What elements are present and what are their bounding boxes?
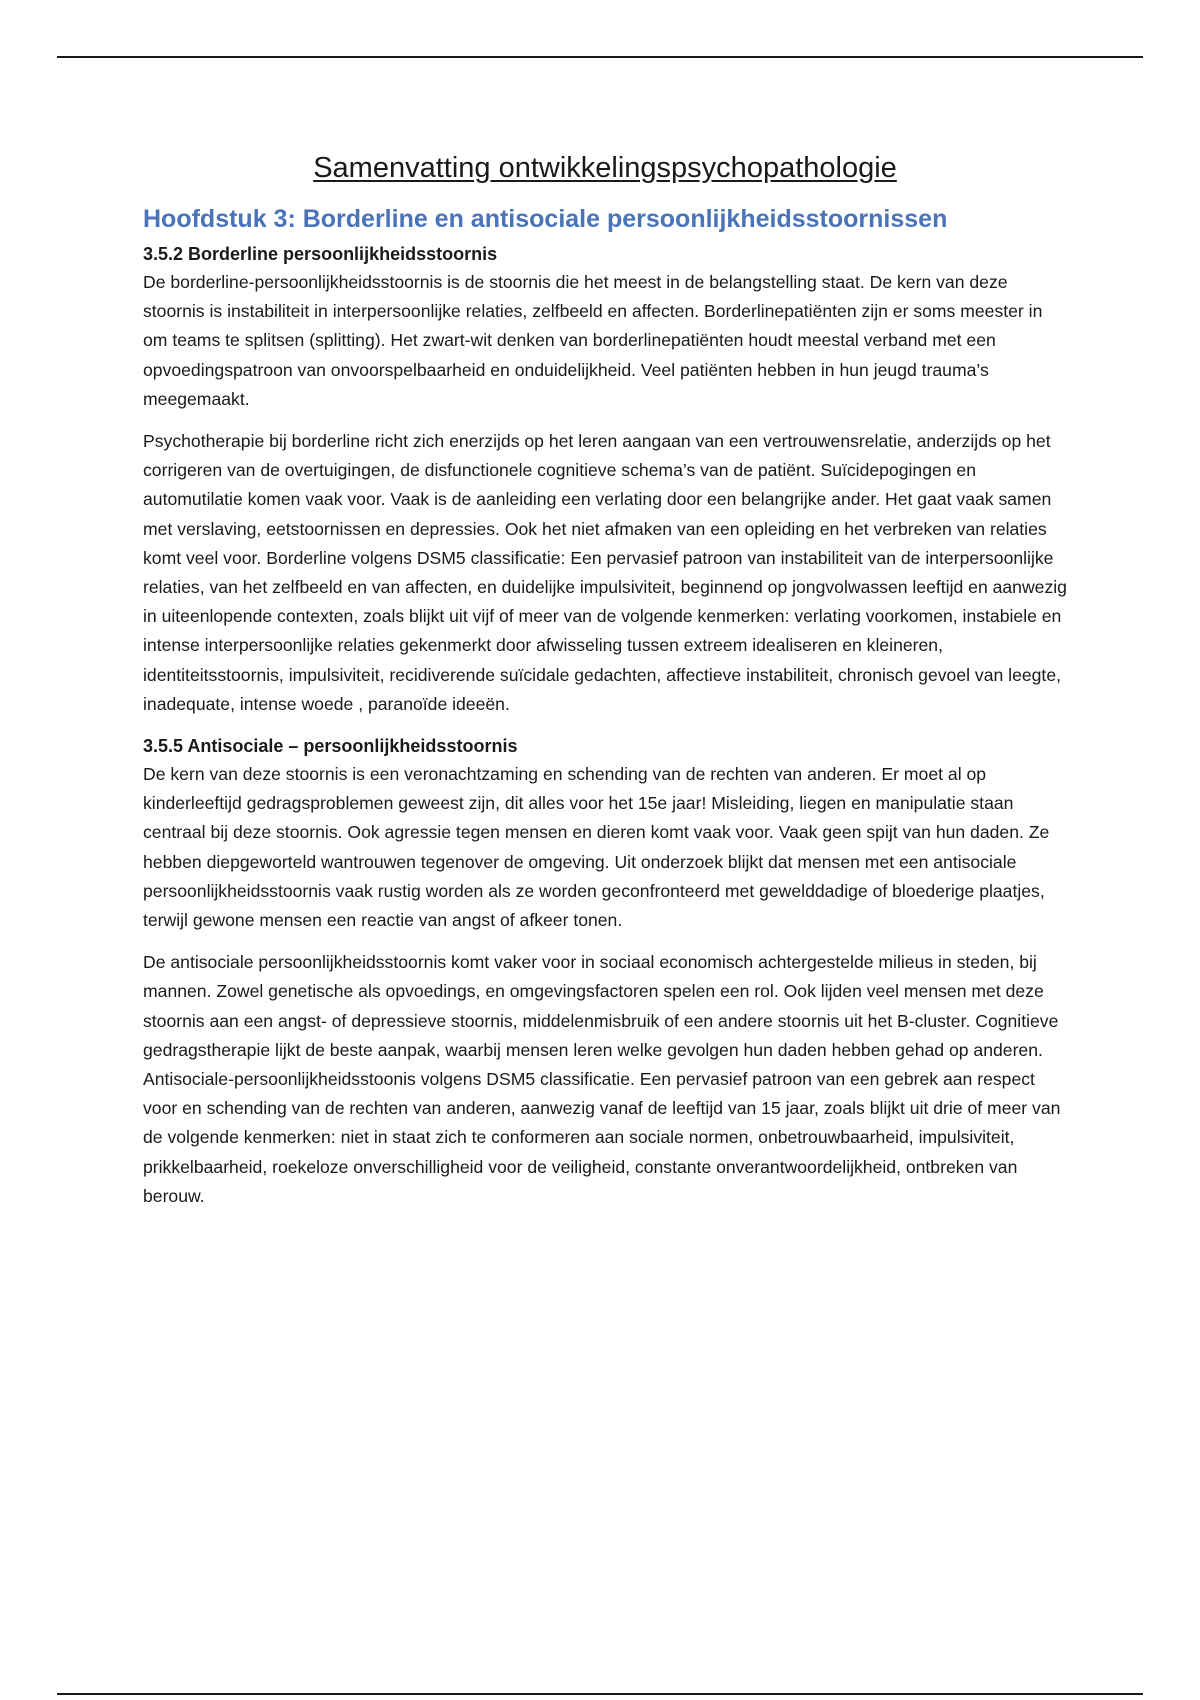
header-rule: [57, 56, 1143, 58]
paragraph-antisocial-prevalence: De antisociale persoonlijkheidsstoornis komt vaker voor in sociaal economisch achtergestelde milieus in steden, bij mannen. Zowel genetische als opvoedings, en omgevingsfactoren spelen een rol. Ook lijden veel mensen met deze stoornis aan een angst- of depressieve stoornis, middelenmisbruik of een andere stoornis uit het B-cluster. Cognitieve gedragstherapie lijkt de beste aanpak, waarbij mensen leren welke gevolgen hun daden hebben gehad op anderen. Antisociale-persoonlijkheidsstoonis volgens DSM5 classificatie. Een pervasief patroon van een gebrek aan respect voor en schending van de rechten van anderen, aanwezig vanaf de leeftijd van 15 jaar, zoals blijkt uit drie of meer van de volgende kenmerken: niet in staat zich te conformeren aan sociale normen, onbetrouwbaarheid, impulsiviteit, prikkelbaarheid, roekeloze onverschilligheid voor de veiligheid, constante onverantwoordelijkheid, ontbreken van berouw.: [143, 952, 1061, 1206]
paragraph-antisocial-intro: De kern van deze stoornis is een veronachtzaming en schending van de rechten van anderen. Er moet al op kinderleeftijd gedragsproblemen geweest zijn, dit alles voor het 15e jaar! Misleiding, liegen en manipulatie staan centraal bij deze stoornis. Ook agressie tegen mensen en dieren komt vaak voor. Vaak geen spijt van hun daden. Ze hebben diepgeworteld wantrouwen tegenover de omgeving. Uit onderzoek blijkt dat mensen met een antisociale persoonlijkheidsstoornis vaak rustig worden als ze worden geconfronteerd met gewelddadige of bloederige plaatjes, terwijl gewone mensen een reactie van angst of afkeer tonen.: [143, 764, 1050, 931]
document-body: [143, 140, 1067, 1224]
paragraph-borderline-therapy: Psychotherapie bij borderline richt zich enerzijds op het leren aangaan van een vertrouwensrelatie, anderzijds op het corrigeren van de overtuigingen, de disfunctionele cognitieve schema’s van de patiënt. Suïcidepogingen en automutilatie komen vaak voor. Vaak is de aanleiding een verlating door een belangrijke ander. Het gaat vaak samen met verslaving, eetstoornissen en depressies. Ook het niet afmaken van een opleiding en het verbreken van relaties komt veel voor. Borderline volgens DSM5 classificatie: Een pervasief patroon van instabiliteit van de interpersoonlijke relaties, van het zelfbeeld en van affecten, en duidelijke impulsiviteit, beginnend op jongvolwassen leeftijd en aanwezig in uiteenlopende contexten, zoals blijkt uit vijf of meer van de volgende kenmerken: verlating voorkomen, instabiele en intense interpersoonlijke relaties gekenmerkt door afwisseling tussen extreem idealiseren en kleineren, identiteitsstoornis, impulsiviteit, recidiverende suïcidale gedachten, affectieve instabiliteit, chronisch gevoel van leegte, inadequate, intense woede , paranoïde ideeën.: [143, 431, 1067, 714]
document-title: Samenvatting ontwikkelingspsychopathologie: [313, 152, 897, 184]
paragraph-borderline-intro: De borderline-persoonlijkheidsstoornis is de stoornis die het meest in de belangstelling staat. De kern van deze stoornis is instabiliteit in interpersoonlijke relaties, zelfbeeld en affecten. Borderlinepatiënten zijn er soms meester in om teams te splitsen (splitting). Het zwart-wit denken van borderlinepatiënten houdt meestal verband met een opvoedingspatroon van onvoorspelbaarheid en onduidelijkheid. Veel patiënten hebben in hun jeugd trauma’s meegemaakt.: [143, 272, 1043, 409]
footer-rule: [57, 1693, 1143, 1695]
section-heading-antisocial: 3.5.5 Antisociale – persoonlijkheidsstoornis: [143, 736, 518, 757]
section-heading-borderline: 3.5.2 Borderline persoonlijkheidsstoornis: [143, 244, 498, 264]
chapter-heading: Hoofdstuk 3: Borderline en antisociale persoonlijkheidsstoornissen: [143, 205, 948, 233]
